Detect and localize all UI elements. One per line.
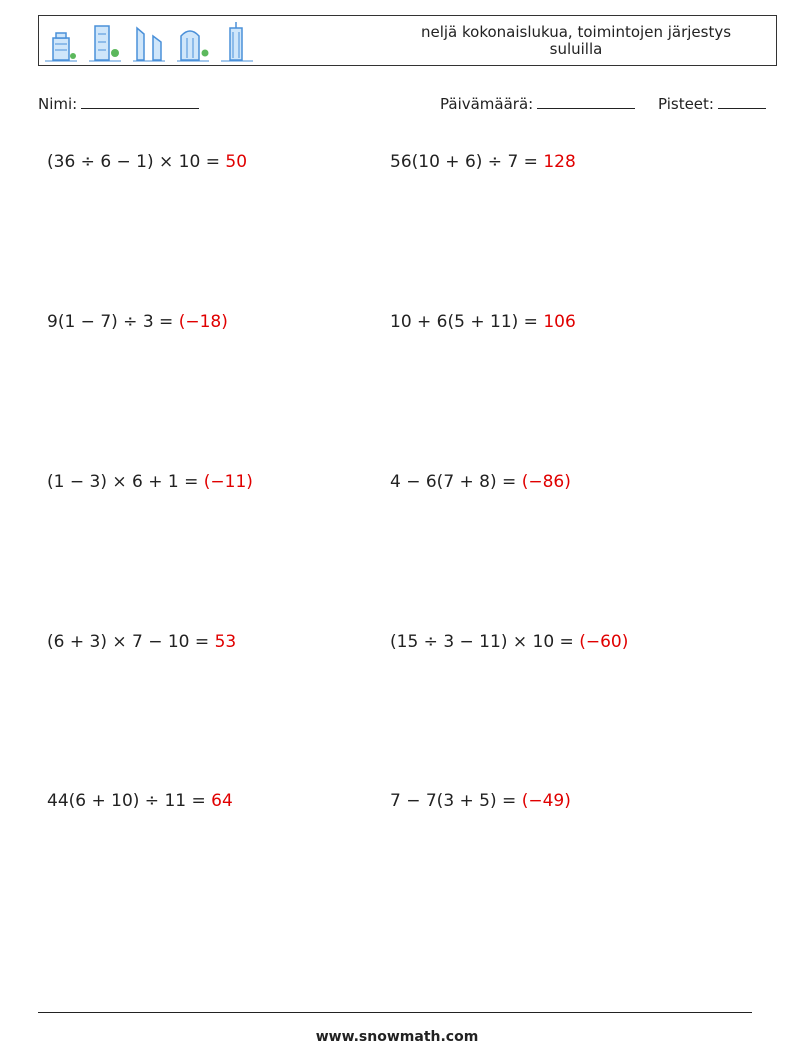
- expression: (36 ÷ 6 − 1) × 10 =: [47, 152, 226, 172]
- expression: (6 + 3) × 7 − 10 =: [47, 632, 215, 652]
- score-label: Pisteet:: [658, 95, 714, 113]
- problem-4: [390, 312, 576, 332]
- skyscraper-tree-icon: [87, 20, 123, 64]
- problem-9: [47, 791, 233, 811]
- problem-5: [47, 472, 253, 492]
- answer: (−60): [579, 632, 629, 652]
- answer: 64: [211, 791, 233, 811]
- name-field: [38, 94, 199, 113]
- date-field: [440, 94, 635, 113]
- expression: 10 + 6(5 + 11) =: [390, 312, 544, 332]
- expression: (15 ÷ 3 − 11) × 10 =: [390, 632, 580, 652]
- office-tower-tree-icon: [175, 20, 211, 64]
- footer-divider: [38, 1012, 752, 1013]
- expression: 44(6 + 10) ÷ 11 =: [47, 791, 212, 811]
- worksheet-title: [396, 24, 756, 58]
- title-line-2: suluilla: [549, 40, 603, 58]
- date-label: Päivämäärä:: [440, 95, 534, 113]
- expression: (1 − 3) × 6 + 1 =: [47, 472, 204, 492]
- problem-2: [390, 152, 576, 172]
- score-blank[interactable]: [718, 94, 766, 109]
- name-blank[interactable]: [81, 94, 199, 109]
- problem-1: [47, 152, 247, 172]
- expression: 7 − 7(3 + 5) =: [390, 791, 522, 811]
- expression: 56(10 + 6) ÷ 7 =: [390, 152, 544, 172]
- worksheet-header: [38, 15, 777, 66]
- answer: 53: [214, 632, 237, 652]
- answer: (−11): [203, 472, 253, 492]
- answer: 50: [225, 152, 248, 172]
- score-field: [658, 94, 766, 113]
- answer: 128: [543, 152, 576, 172]
- answer: 106: [543, 312, 576, 332]
- answer: (−86): [521, 472, 571, 492]
- building-icon: [43, 20, 79, 64]
- title-line-1: neljä kokonaislukua, toimintojen järjestys: [420, 23, 732, 41]
- answer: (−49): [521, 791, 571, 811]
- logo-strip: [43, 20, 255, 64]
- footer-url[interactable]: www.snowmath.com: [315, 1029, 479, 1045]
- problem-10: [390, 791, 571, 811]
- date-blank[interactable]: [537, 94, 635, 109]
- name-label: Nimi:: [38, 95, 78, 113]
- problem-3: [47, 312, 228, 332]
- problem-6: [390, 472, 571, 492]
- answer: (−18): [178, 312, 228, 332]
- twin-towers-icon: [131, 20, 167, 64]
- problem-7: [47, 632, 236, 652]
- tall-tower-icon: [219, 20, 255, 64]
- expression: 4 − 6(7 + 8) =: [390, 472, 522, 492]
- expression: 9(1 − 7) ÷ 3 =: [47, 312, 179, 332]
- problem-8: [390, 632, 628, 652]
